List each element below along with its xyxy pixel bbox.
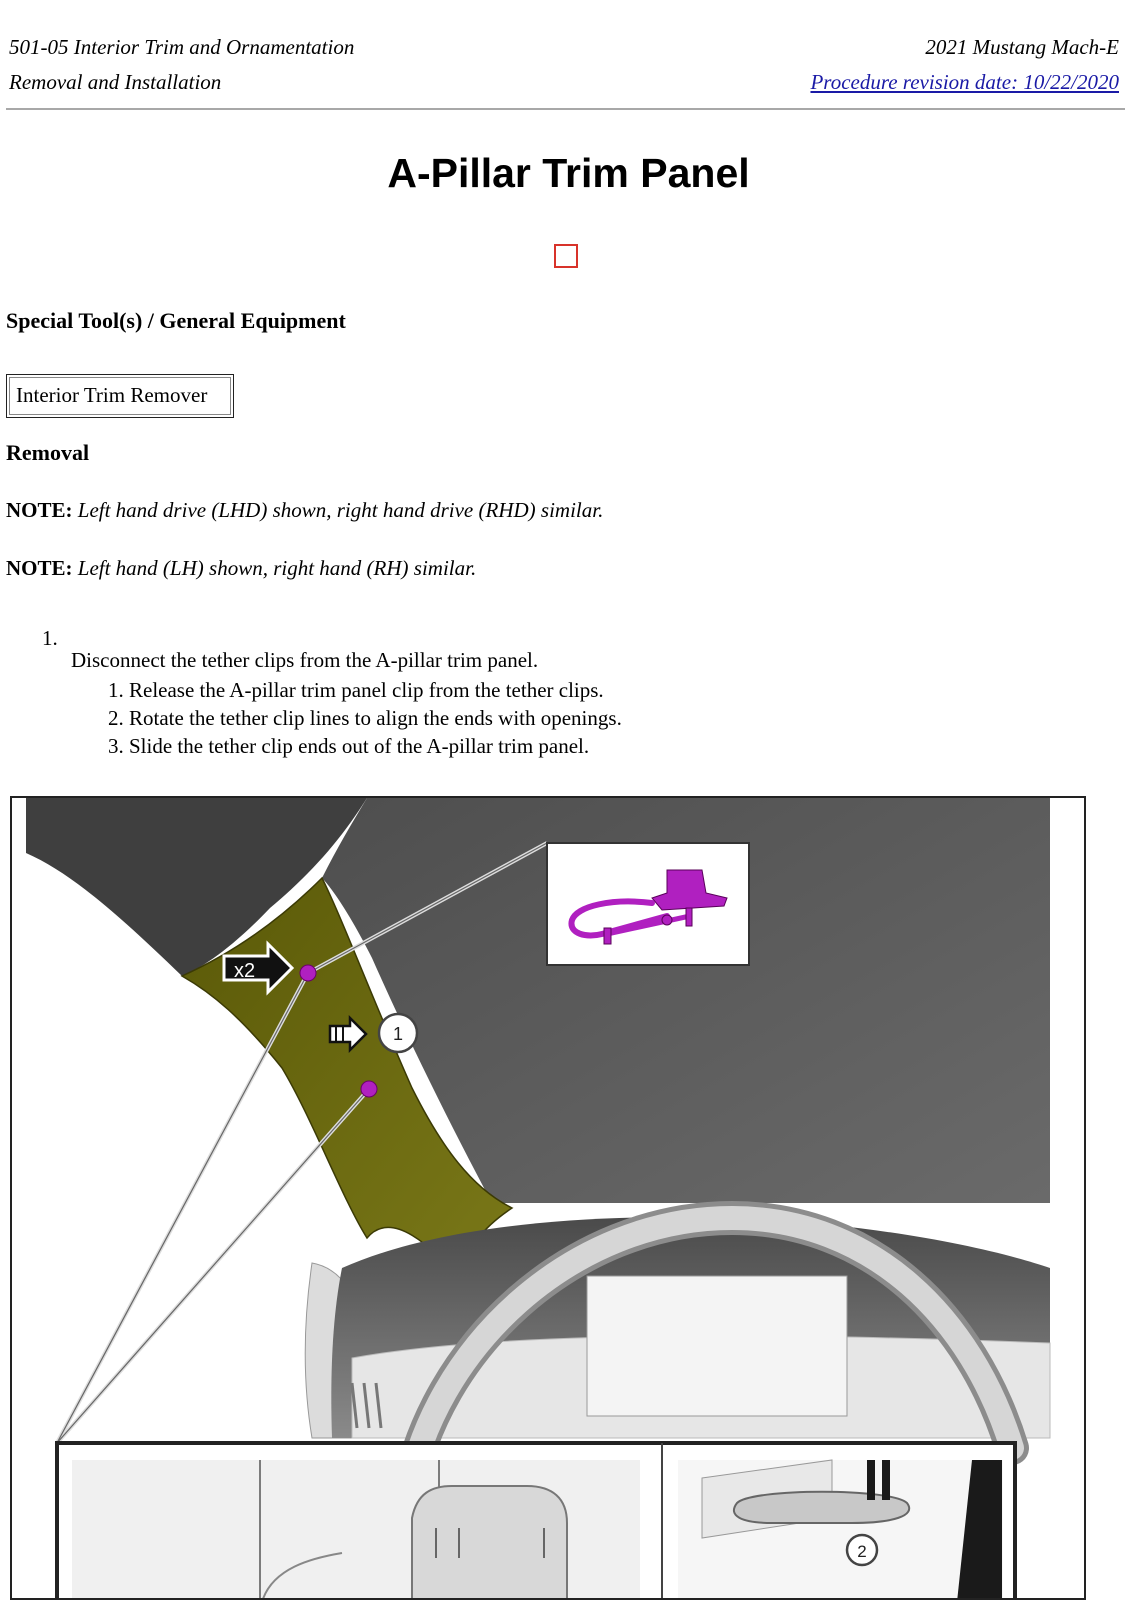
- substep-list: [108, 676, 622, 760]
- step-number: 1.: [42, 626, 58, 650]
- substep: 3. Slide the tether clip ends out of the A-pillar trim panel.: [108, 734, 590, 758]
- callout-1-label: 1: [392, 1024, 404, 1044]
- quantity-label: x2: [234, 960, 256, 982]
- procedure-illustration: [10, 796, 1086, 1600]
- tether-clip-1: [300, 965, 316, 981]
- header-left: [9, 30, 354, 100]
- note-2: [6, 556, 476, 581]
- substep: 1. Release the A-pillar trim panel clip from the tether clips.: [108, 678, 604, 702]
- page-title: A-Pillar Trim Panel: [387, 150, 750, 196]
- removal-heading: Removal: [6, 440, 90, 465]
- note-text: Left hand (LH) shown, right hand (RH) similar.: [77, 556, 477, 580]
- callout-2-label: 2: [857, 1542, 867, 1561]
- special-tools-heading: Special Tool(s) / General Equipment: [6, 308, 346, 333]
- note-text: Left hand drive (LHD) shown, right hand drive (RHD) similar.: [77, 498, 604, 522]
- center-display: [587, 1276, 847, 1416]
- step-text: Disconnect the tether clips from the A-pillar trim panel.: [71, 648, 539, 672]
- section-code: 501-05 Interior Trim and Ornamentation: [9, 35, 355, 59]
- tether-clip-2: [361, 1081, 377, 1097]
- substep: 2. Rotate the tether clip lines to align the ends with openings.: [108, 706, 622, 730]
- checkbox-icon[interactable]: [554, 244, 578, 268]
- header-divider: [6, 108, 1125, 110]
- procedure-type: Removal and Installation: [9, 70, 222, 94]
- revision-date-link[interactable]: Procedure revision date: 10/22/2020: [810, 70, 1119, 94]
- note-1: [6, 498, 603, 523]
- tool-item: Interior Trim Remover: [9, 377, 231, 415]
- vehicle-name: 2021 Mustang Mach-E: [925, 35, 1119, 59]
- header-right: [810, 30, 1119, 100]
- tools-table: [6, 374, 234, 418]
- note-label: NOTE:: [6, 498, 73, 522]
- illustration-svg: [12, 798, 1086, 1600]
- note-label: NOTE:: [6, 556, 73, 580]
